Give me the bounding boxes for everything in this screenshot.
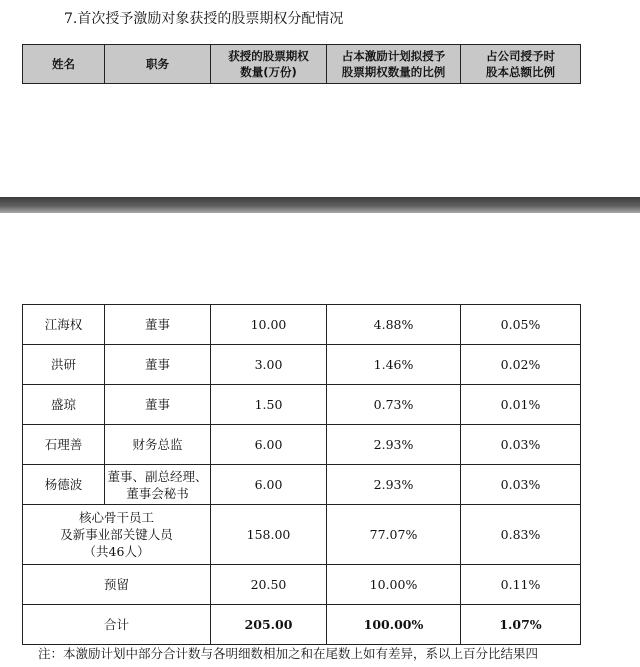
cell-equity-ratio: 0.02%	[461, 345, 581, 385]
cell-equity-ratio: 0.03%	[461, 425, 581, 465]
cell-position: 董事	[105, 345, 211, 385]
cell-plan-ratio: 4.88%	[327, 305, 461, 345]
cell-plan-ratio: 2.93%	[327, 465, 461, 505]
cell-plan-ratio: 0.73%	[327, 385, 461, 425]
cell-equity-ratio: 0.05%	[461, 305, 581, 345]
page-break-divider	[0, 197, 640, 213]
table-row	[23, 465, 581, 505]
header-row	[23, 45, 581, 84]
core-staff-row	[23, 505, 581, 565]
cell-options: 3.00	[211, 345, 327, 385]
header-plan-ratio-line2: 股票期权数量的比例	[341, 65, 446, 79]
cell-options: 6.00	[211, 425, 327, 465]
header-options-line1: 获授的股票期权	[228, 49, 309, 63]
cell-reserve-label: 预留	[23, 565, 211, 605]
table-row	[23, 345, 581, 385]
core-label-line3: （共46人）	[83, 544, 150, 559]
cell-name: 江海权	[23, 305, 105, 345]
section-title: 7.首次授予激励对象获授的股票期权分配情况	[64, 11, 344, 27]
header-options	[211, 45, 327, 84]
cell-plan-ratio: 10.00%	[327, 565, 461, 605]
cell-options: 6.00	[211, 465, 327, 505]
reserve-row	[23, 565, 581, 605]
header-equity-ratio	[461, 45, 581, 84]
cell-plan-ratio: 77.07%	[327, 505, 461, 565]
header-options-line2: 数量(万份)	[240, 65, 297, 79]
header-position: 职务	[105, 45, 211, 84]
header-equity-ratio-line1: 占公司授予时	[486, 49, 555, 63]
cell-options: 158.00	[211, 505, 327, 565]
footnote: 注：本激励计划中部分合计数与各明细数相加之和在尾数上如有差异，系以上百分比结果四	[38, 646, 539, 661]
cell-equity-ratio: 0.03%	[461, 465, 581, 505]
header-plan-ratio	[327, 45, 461, 84]
cell-options: 1.50	[211, 385, 327, 425]
cell-name: 盛琼	[23, 385, 105, 425]
cell-equity-ratio: 1.07%	[461, 605, 581, 645]
cell-position: 财务总监	[105, 425, 211, 465]
allocation-table-header	[22, 44, 581, 84]
header-equity-ratio-line2: 股本总额比例	[486, 65, 555, 79]
cell-equity-ratio: 0.01%	[461, 385, 581, 425]
core-label-line1: 核心骨干员工	[78, 510, 154, 525]
cell-core-label	[23, 505, 211, 565]
cell-position	[105, 465, 211, 505]
cell-equity-ratio: 0.11%	[461, 565, 581, 605]
total-row	[23, 605, 581, 645]
cell-position: 董事	[105, 305, 211, 345]
cell-position-line2: 董事会秘书	[126, 485, 189, 501]
table-row	[23, 385, 581, 425]
cell-options: 20.50	[211, 565, 327, 605]
header-plan-ratio-line1: 占本激励计划拟授予	[341, 49, 446, 63]
cell-name: 杨德波	[23, 465, 105, 505]
cell-plan-ratio: 100.00%	[327, 605, 461, 645]
cell-options: 10.00	[211, 305, 327, 345]
allocation-table	[22, 304, 581, 645]
cell-name: 石理善	[23, 425, 105, 465]
cell-plan-ratio: 2.93%	[327, 425, 461, 465]
table-row	[23, 305, 581, 345]
cell-position-line1: 董事、副总经理、	[107, 468, 208, 484]
table-row	[23, 425, 581, 465]
cell-name: 洪研	[23, 345, 105, 385]
header-name: 姓名	[23, 45, 105, 84]
core-label-line2: 及新事业部关键人员	[60, 527, 173, 542]
cell-options: 205.00	[211, 605, 327, 645]
cell-total-label: 合计	[23, 605, 211, 645]
cell-plan-ratio: 1.46%	[327, 345, 461, 385]
cell-equity-ratio: 0.83%	[461, 505, 581, 565]
cell-position: 董事	[105, 385, 211, 425]
